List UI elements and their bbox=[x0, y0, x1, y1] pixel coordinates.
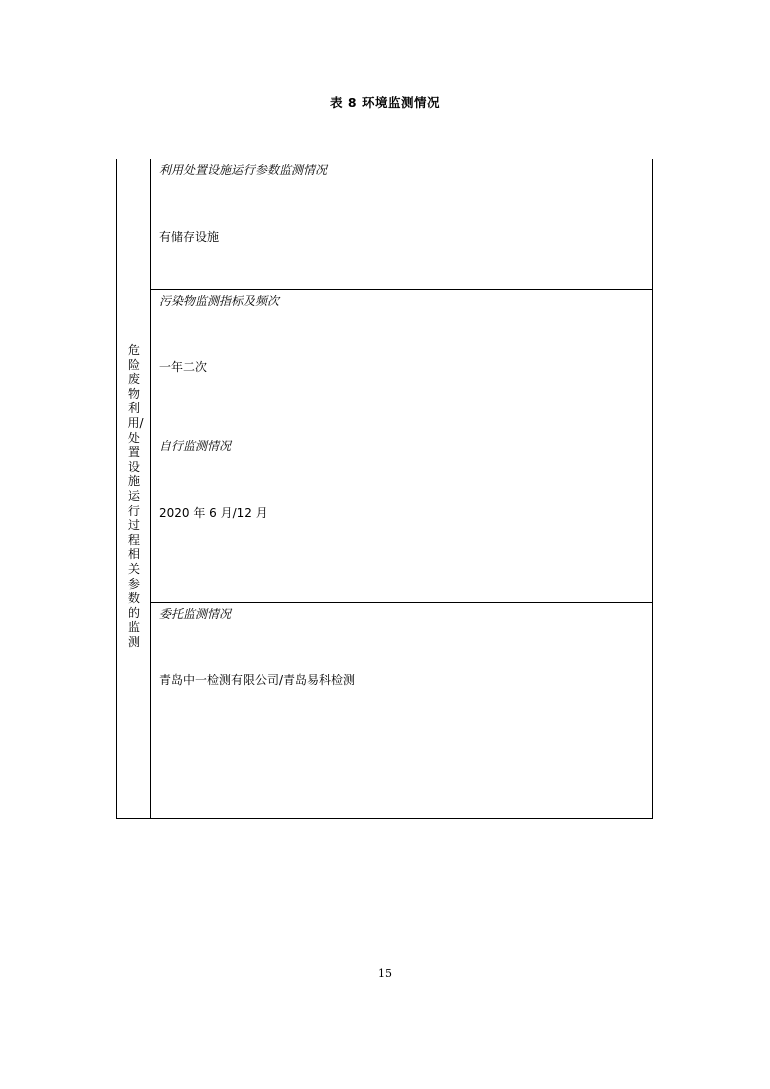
self-monitoring-value: 2020 年 6 月/12 月 bbox=[159, 506, 268, 520]
pollutant-value: 一年二次 bbox=[159, 360, 208, 374]
row-label bbox=[117, 343, 151, 649]
pollutant-heading: 污染物监测指标及频次 bbox=[159, 294, 280, 308]
section-facility-params bbox=[151, 159, 652, 290]
self-monitoring-heading: 自行监测情况 bbox=[159, 439, 232, 453]
section-entrusted bbox=[151, 603, 652, 818]
section-pollutant-and-self bbox=[151, 290, 652, 603]
page-number: 15 bbox=[378, 967, 392, 980]
row-label-text: 危险废物利用/处置设施运行过程相关参数的监测 bbox=[127, 343, 144, 649]
entrusted-heading: 委托监测情况 bbox=[159, 607, 232, 621]
facility-params-heading: 利用处置设施运行参数监测情况 bbox=[159, 163, 328, 177]
facility-params-value: 有储存设施 bbox=[159, 230, 220, 244]
row-label-cell bbox=[117, 159, 151, 818]
monitoring-table bbox=[116, 159, 653, 819]
page-title: 表 8 环境监测情况 bbox=[330, 95, 440, 110]
entrusted-value: 青岛中一检测有限公司/青岛易科检测 bbox=[159, 673, 356, 687]
